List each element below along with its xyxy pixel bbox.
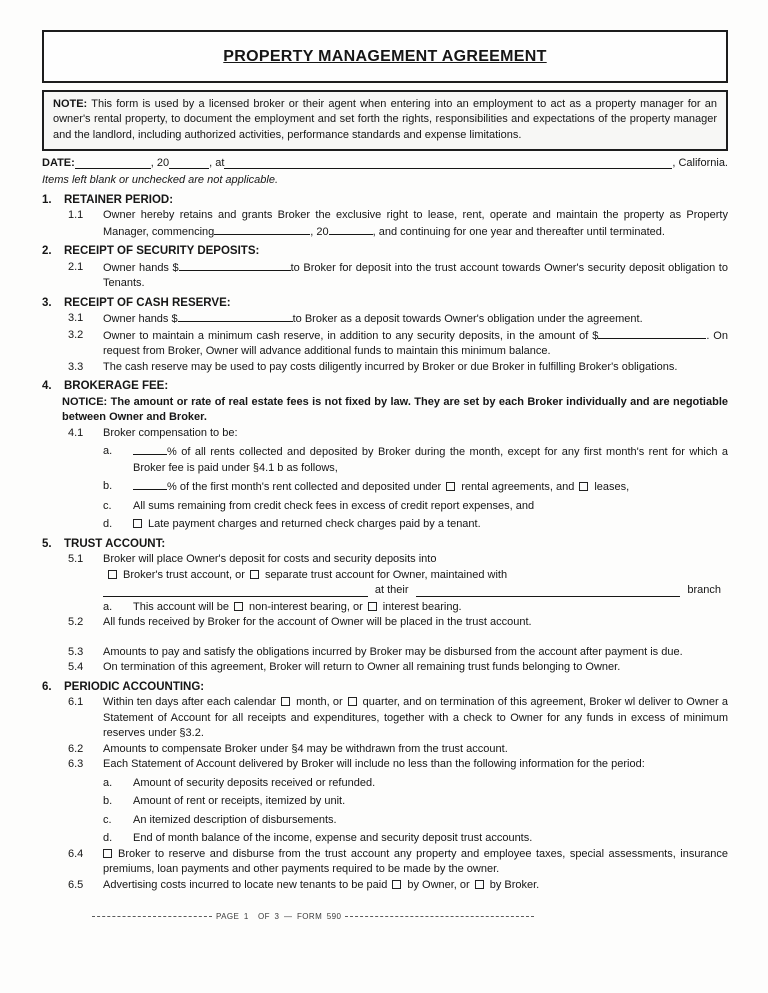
clause-number: a.	[103, 445, 113, 458]
clause-text	[103, 742, 728, 758]
clause-number: c.	[103, 499, 112, 512]
section-title: BROKERAGE FEE:	[64, 380, 169, 393]
clause-number: b.	[103, 480, 113, 493]
blank-field[interactable]	[329, 224, 373, 235]
clause-number: 6.4	[68, 847, 84, 860]
text-run: Owner hands $	[103, 313, 178, 326]
text-run: Broker will place Owner's deposit for costs and security deposits into	[103, 553, 437, 566]
clause	[42, 360, 728, 376]
clause	[42, 831, 728, 847]
text-run: interest bearing.	[382, 600, 462, 613]
text-run: All sums remaining from credit check fees in excess of credit report expenses, and	[133, 499, 535, 512]
clause-text	[133, 499, 728, 515]
text-run: rental agreements, and	[461, 481, 575, 494]
text-run: On termination of this agreement, Broker will return to Owner all remaining trust funds belonging to Owner.	[103, 661, 621, 674]
blank-field[interactable]	[133, 479, 167, 490]
clause-text	[133, 600, 728, 616]
text-run: at their	[374, 584, 409, 597]
text-run: Owner hands $	[103, 261, 179, 274]
clause	[42, 552, 728, 583]
checkbox[interactable]	[579, 482, 588, 491]
section-number: 6.	[42, 680, 52, 693]
text-run: quarter, and on termination of this agreement, Broker wl deliver to Owner a Statement of Account for all receipts and expenditures, together with a check to Owner for any funds in excess of minimum reserves under §3.2.	[103, 696, 728, 740]
clause-number: 2.1	[68, 260, 84, 273]
page-title: PROPERTY MANAGEMENT AGREEMENT	[223, 47, 547, 65]
text-run: month, or	[296, 696, 343, 709]
clause-text	[133, 479, 728, 496]
clause-text	[133, 813, 728, 829]
section-heading	[42, 244, 728, 260]
checkbox[interactable]	[368, 602, 377, 611]
section	[42, 244, 728, 292]
clause	[42, 776, 728, 792]
clause-text	[103, 583, 728, 599]
place-blank-field[interactable]	[224, 156, 672, 169]
clause	[42, 695, 728, 742]
clause-number: 6.5	[68, 878, 84, 891]
clause-text	[103, 878, 728, 894]
blank-field[interactable]	[133, 444, 167, 455]
text-run: End of month balance of the income, expense and security deposit trust accounts.	[133, 832, 533, 845]
clause-number: c.	[103, 813, 112, 826]
text-run: Amount of security deposits received or refunded.	[133, 776, 376, 789]
checkbox[interactable]	[446, 482, 455, 491]
text-run: All funds received by Broker for the account of Owner will be placed in the trust account.	[103, 616, 532, 629]
section	[42, 680, 728, 894]
clause	[42, 600, 728, 616]
section-heading	[42, 379, 728, 395]
text-run: Owner to maintain a minimum cash reserve, in addition to any security deposits, in the amount of $	[103, 329, 599, 342]
checkbox[interactable]	[281, 697, 290, 706]
note-label: NOTE:	[53, 98, 88, 110]
clause-number: 6.3	[68, 758, 84, 771]
text-run: Amounts to pay and satisfy the obligations incurred by Broker may be disbursed from the account after payment is due.	[103, 645, 683, 658]
date-separator-place: , at	[209, 156, 225, 169]
text-run: % of all rents collected and deposited by Broker during the month, except for any first month's rent for which a Broker fee is paid under §4.1 b as follows,	[133, 446, 728, 474]
clause-number: 5.4	[68, 661, 84, 674]
clause-text	[133, 444, 728, 476]
text-run: leases,	[594, 481, 630, 494]
checkbox[interactable]	[392, 880, 401, 889]
clause	[42, 645, 728, 661]
spacer	[42, 631, 728, 645]
clause	[42, 583, 728, 599]
text-run: non-interest bearing, or	[249, 600, 363, 613]
text-run: Advertising costs incurred to locate new tenants to be paid	[103, 878, 388, 891]
footer-text: PAGE 1 OF 3 — FORM 590	[216, 912, 342, 922]
clause	[42, 260, 728, 292]
text-run: branch	[687, 584, 721, 597]
checkbox[interactable]	[103, 849, 112, 858]
clause	[42, 328, 728, 360]
text-run: to Broker for deposit into the trust account towards Owner's security deposit obligation to Tenants.	[103, 261, 728, 290]
checkbox[interactable]	[475, 880, 484, 889]
text-run: separate trust account for Owner, maintained with	[264, 568, 508, 581]
blank-field[interactable]	[179, 260, 291, 271]
blank-field[interactable]	[178, 311, 293, 322]
clause	[42, 426, 728, 442]
clause-number: d.	[103, 518, 113, 531]
clause-text	[103, 660, 728, 676]
section-title: TRUST ACCOUNT:	[64, 537, 166, 550]
text-run: Each Statement of Account delivered by Broker will include no less than the following information for the period:	[103, 758, 645, 771]
clause-number: 6.1	[68, 696, 84, 709]
section-title: RECEIPT OF CASH RESERVE:	[64, 296, 231, 309]
clause-text	[62, 395, 728, 426]
clause	[42, 813, 728, 829]
clause-text	[103, 208, 728, 240]
date-label: DATE:	[42, 156, 75, 169]
clause-text	[103, 645, 728, 661]
blank-field[interactable]	[214, 224, 310, 235]
clause-number: b.	[103, 795, 113, 808]
clause	[42, 660, 728, 676]
text-run: Within ten days after each calendar	[103, 696, 277, 709]
clause-text	[103, 695, 728, 742]
section-heading	[42, 537, 728, 553]
note-text: This form is used by a licensed broker or their agent when entering into an employment to act as a property manager for an owner's rental property, to document the employment and set forth the rights, responsibilities and expectations of the property manager and the landlord, including authorized activities, performance standards and expense limitations.	[53, 98, 717, 141]
checkbox[interactable]	[133, 519, 142, 528]
clause-number: 5.1	[68, 553, 84, 566]
section-title: RECEIPT OF SECURITY DEPOSITS:	[64, 245, 260, 258]
year-blank-field[interactable]	[169, 156, 209, 169]
section-heading	[42, 296, 728, 312]
section-title: PERIODIC ACCOUNTING:	[64, 680, 205, 693]
clause	[62, 395, 728, 426]
text-run: , 20	[310, 225, 329, 238]
text-run: An itemized description of disbursements.	[133, 813, 337, 826]
text-run: Amounts to compensate Broker under §4 may be withdrawn from the trust account.	[103, 742, 508, 755]
clause	[42, 208, 728, 240]
date-row	[42, 154, 728, 171]
section	[42, 193, 728, 241]
blank-items-notice: Items left blank or unchecked are not applicable.	[42, 174, 279, 187]
clause	[42, 794, 728, 810]
clause-text	[103, 260, 728, 292]
sections	[42, 193, 728, 894]
blank-field[interactable]	[416, 584, 681, 597]
date-separator-year: , 20	[150, 156, 170, 169]
checkbox[interactable]	[250, 570, 259, 579]
clause-text	[103, 757, 728, 773]
clause-text	[103, 328, 728, 360]
clause	[42, 615, 728, 631]
checkbox[interactable]	[348, 697, 357, 706]
clause-text	[103, 847, 728, 878]
date-blank-field[interactable]	[75, 156, 151, 169]
text-run: % of the first month's rent collected and deposited under	[167, 481, 442, 494]
clause-number: a.	[103, 600, 113, 613]
clause-number: a.	[103, 776, 113, 789]
clause-text	[133, 831, 728, 847]
text-run: Late payment charges and returned check charges paid by a tenant.	[148, 518, 481, 531]
footer-dash-right	[345, 916, 534, 917]
clause	[42, 757, 728, 773]
text-run: Amount of rent or receipts, itemized by unit.	[133, 795, 346, 808]
clause-text	[103, 360, 728, 376]
section	[42, 379, 728, 533]
clause-text	[103, 552, 728, 583]
clause	[42, 742, 728, 758]
section-number: 5.	[42, 537, 52, 550]
clause-number: 3.2	[68, 328, 84, 341]
clause-text	[103, 426, 728, 442]
clause-number: 3.3	[68, 360, 84, 373]
section-number: 4.	[42, 380, 52, 393]
page-footer	[92, 909, 534, 925]
checkbox[interactable]	[108, 570, 117, 579]
text-run: by Owner, or	[407, 878, 470, 891]
text-run: NOTICE: The amount or rate of real estate fees is not fixed by law. They are set by each Broker individually and are negotiable between Owner and Broker.	[62, 395, 728, 424]
checkbox[interactable]	[234, 602, 243, 611]
clause-number	[68, 583, 103, 599]
clause-number: 5.2	[68, 616, 84, 629]
clause-number: 6.2	[68, 742, 84, 755]
title-box	[42, 30, 728, 83]
text-run: , and continuing for one year and thereafter until terminated.	[372, 225, 665, 238]
clause-number: d.	[103, 832, 113, 845]
clause-number: 1.1	[68, 209, 84, 222]
text-run: Broker compensation to be:	[103, 426, 238, 439]
text-run: Broker to reserve and disburse from the trust account any property and employee taxes, special assessments, insurance premiums, loan payments and other payments required to be made by the owner.	[103, 847, 728, 876]
text-run: The cash reserve may be used to pay costs diligently incurred by Broker or due Broker in fulfilling Broker's obligations.	[103, 360, 678, 373]
footer-dash-left	[92, 916, 212, 917]
clause-text	[103, 311, 728, 328]
clause	[42, 444, 728, 476]
clause	[42, 499, 728, 515]
blank-field[interactable]	[103, 584, 368, 597]
clause-text	[133, 794, 728, 810]
clause-text	[133, 517, 728, 533]
section-number: 3.	[42, 296, 52, 309]
date-suffix: , California.	[672, 156, 728, 169]
blank-field[interactable]	[598, 328, 706, 339]
clause-text	[133, 776, 728, 792]
note-box	[42, 90, 728, 151]
text-run: Broker's trust account, or	[123, 568, 245, 581]
section-number: 2.	[42, 245, 52, 258]
section-heading	[42, 193, 728, 209]
clause-text	[103, 615, 728, 631]
clause	[42, 311, 728, 328]
text-run: This account will be	[133, 600, 229, 613]
clause	[42, 479, 728, 496]
clause	[42, 517, 728, 533]
clause	[42, 847, 728, 878]
text-run: Owner hereby retains and grants Broker the exclusive right to lease, rent, operate and maintain the property as Property Manager, commencing	[103, 209, 728, 238]
section	[42, 296, 728, 376]
clause-number: 4.1	[68, 426, 84, 439]
text-run: . On request from Broker, Owner will advance additional funds to maintain this minimum balance.	[103, 329, 728, 358]
clause	[42, 878, 728, 894]
section-title: RETAINER PERIOD:	[64, 193, 174, 206]
section-number: 1.	[42, 193, 52, 206]
section	[42, 537, 728, 676]
text-run: to Broker as a deposit towards Owner's obligation under the agreement.	[292, 313, 643, 326]
text-run: by Broker.	[489, 878, 540, 891]
clause-number: 5.3	[68, 645, 84, 658]
section-heading	[42, 680, 728, 696]
clause-number: 3.1	[68, 312, 84, 325]
